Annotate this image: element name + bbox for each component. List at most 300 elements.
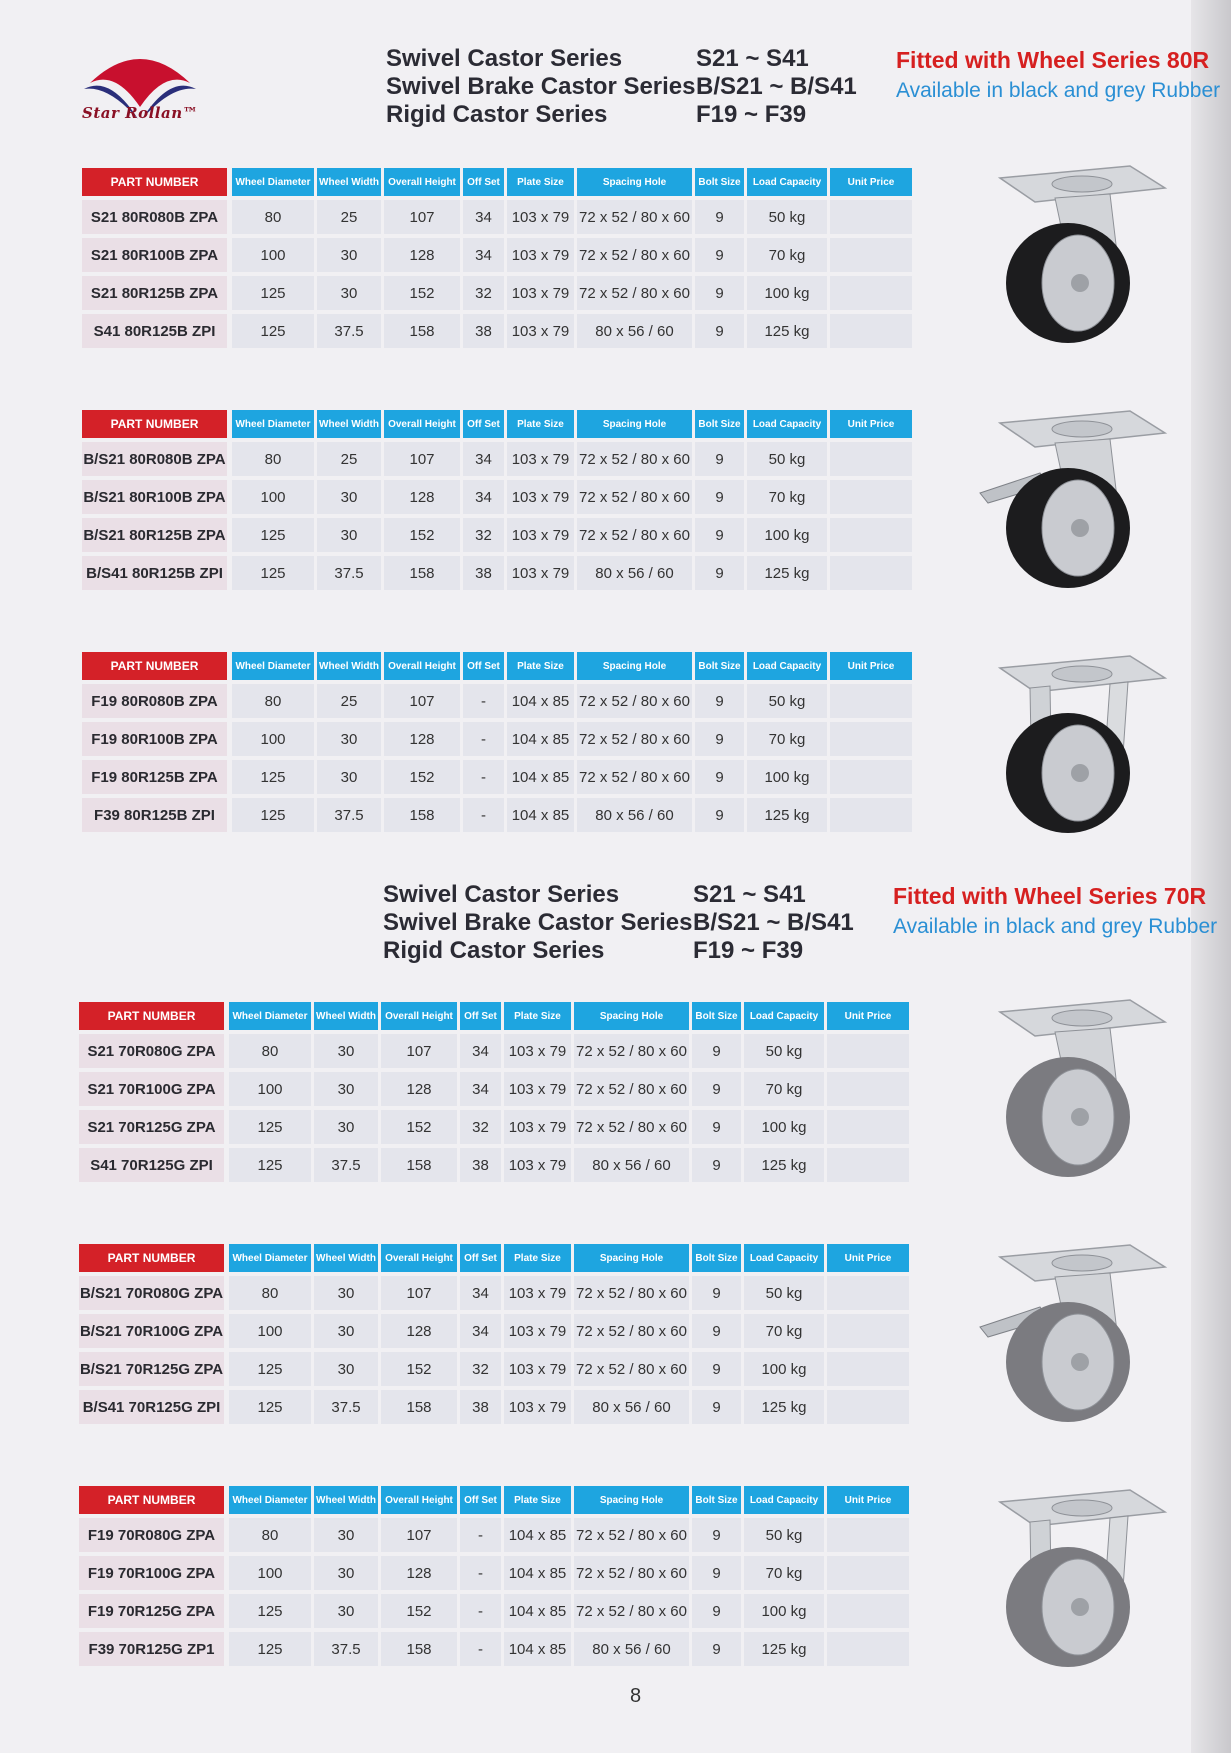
fitted-wheel-series: Fitted with Wheel Series 70R [893,883,1207,909]
overall-height-cell: 152 [381,1110,457,1144]
spacing-hole-cell: 72 x 52 / 80 x 60 [577,684,692,718]
column-header-load-capacity: Load Capacity [747,168,827,196]
wheel-width-cell: 30 [317,760,381,794]
part-number-cell: B/S21 70R100G ZPA [79,1314,224,1348]
series-code: F19 ~ F39 [696,101,807,128]
plate-size-cell: 103 x 79 [504,1352,571,1386]
spacing-hole-cell: 72 x 52 / 80 x 60 [577,276,692,310]
column-header-unit-price: Unit Price [830,410,912,438]
wheel-width-cell: 37.5 [314,1148,378,1182]
wheel-diameter-cell: 100 [232,480,314,514]
unit-price-cell [827,1110,909,1144]
load-capacity-cell: 70 kg [744,1556,824,1590]
part-number-cell: S41 80R125B ZPI [82,314,227,348]
column-header-unit-price: Unit Price [827,1244,909,1272]
plate-size-cell: 104 x 85 [507,798,574,832]
unit-price-cell [827,1632,909,1666]
bolt-size-cell: 9 [692,1314,741,1348]
plate-size-cell: 103 x 79 [504,1110,571,1144]
table-row [79,1314,909,1348]
wheel-diameter-cell: 125 [229,1390,311,1424]
spacing-hole-cell: 72 x 52 / 80 x 60 [574,1352,689,1386]
table-row [82,518,912,552]
wheel-diameter-cell: 125 [229,1594,311,1628]
overall-height-cell: 107 [384,442,460,476]
load-capacity-cell: 100 kg [744,1110,824,1144]
column-header-off-set: Off Set [460,1002,501,1030]
wheel-diameter-cell: 125 [229,1148,311,1182]
load-capacity-cell: 50 kg [744,1276,824,1310]
column-header-overall-height: Overall Height [381,1002,457,1030]
spacing-hole-cell: 72 x 52 / 80 x 60 [577,200,692,234]
column-header-unit-price: Unit Price [827,1486,909,1514]
overall-height-cell: 107 [381,1034,457,1068]
load-capacity-cell: 100 kg [744,1352,824,1386]
plate-size-cell: 104 x 85 [504,1632,571,1666]
load-capacity-cell: 125 kg [747,556,827,590]
wheel-width-cell: 30 [317,480,381,514]
unit-price-cell [830,798,912,832]
column-header-off-set: Off Set [463,652,504,680]
column-header-overall-height: Overall Height [384,410,460,438]
off-set-cell: 32 [460,1352,501,1386]
bolt-size-cell: 9 [692,1148,741,1182]
plate-size-cell: 103 x 79 [507,556,574,590]
page-edge [1191,0,1231,1753]
series-code: B/S21 ~ B/S41 [693,909,854,936]
column-header-off-set: Off Set [460,1244,501,1272]
column-header-spacing-hole: Spacing Hole [577,168,692,196]
plate-size-cell: 103 x 79 [504,1072,571,1106]
plate-size-cell: 103 x 79 [507,480,574,514]
brake-castor-grey-icon [960,1237,1180,1432]
load-capacity-cell: 70 kg [747,722,827,756]
part-number-cell: S21 70R125G ZPA [79,1110,224,1144]
plate-size-cell: 104 x 85 [504,1518,571,1552]
load-capacity-cell: 125 kg [744,1148,824,1182]
spacing-hole-cell: 80 x 56 / 60 [574,1632,689,1666]
wheel-diameter-cell: 80 [232,442,314,476]
table-row [79,1390,909,1424]
wheel-diameter-cell: 100 [229,1314,311,1348]
wheel-width-cell: 30 [314,1314,378,1348]
wheel-width-cell: 30 [314,1072,378,1106]
column-header-wheel-diameter: Wheel Diameter [232,410,314,438]
table-row [79,1276,909,1310]
overall-height-cell: 128 [384,480,460,514]
unit-price-cell [830,518,912,552]
wheel-width-cell: 30 [317,722,381,756]
off-set-cell: 38 [463,556,504,590]
series-name: Swivel Castor Series [386,45,623,72]
spacing-hole-cell: 72 x 52 / 80 x 60 [577,760,692,794]
table-row [79,1556,909,1590]
column-header-bolt-size: Bolt Size [695,410,744,438]
series-header [386,45,1231,145]
off-set-cell: - [460,1594,501,1628]
spacing-hole-cell: 72 x 52 / 80 x 60 [574,1556,689,1590]
column-header-off-set: Off Set [463,410,504,438]
series-code: F19 ~ F39 [693,937,804,964]
load-capacity-cell: 50 kg [747,200,827,234]
table-row [79,1352,909,1386]
wheel-width-cell: 30 [314,1594,378,1628]
wheel-diameter-cell: 125 [232,276,314,310]
series-code: S21 ~ S41 [696,45,809,72]
overall-height-cell: 128 [381,1072,457,1106]
overall-height-cell: 128 [384,238,460,272]
overall-height-cell: 107 [381,1276,457,1310]
off-set-cell: 34 [460,1072,501,1106]
column-header-wheel-width: Wheel Width [314,1002,378,1030]
plate-size-cell: 103 x 79 [504,1314,571,1348]
table-row [82,480,912,514]
load-capacity-cell: 70 kg [744,1072,824,1106]
table-row [79,1072,909,1106]
unit-price-cell [827,1072,909,1106]
table-header-row [82,410,912,438]
spec-table [79,1002,909,1182]
off-set-cell: - [463,722,504,756]
wheel-diameter-cell: 100 [229,1556,311,1590]
bolt-size-cell: 9 [695,480,744,514]
plate-size-cell: 103 x 79 [507,518,574,552]
series-name: Rigid Castor Series [383,937,605,964]
rigid-castor-grey-icon [960,1482,1180,1677]
bolt-size-cell: 9 [695,722,744,756]
wheel-diameter-cell: 125 [232,798,314,832]
unit-price-cell [827,1518,909,1552]
overall-height-cell: 107 [384,684,460,718]
wheel-diameter-cell: 100 [232,722,314,756]
bolt-size-cell: 9 [695,276,744,310]
column-header-plate-size: Plate Size [507,410,574,438]
column-header-plate-size: Plate Size [507,652,574,680]
off-set-cell: 34 [460,1034,501,1068]
table-row [82,556,912,590]
spacing-hole-cell: 72 x 52 / 80 x 60 [574,1072,689,1106]
series-name: Rigid Castor Series [386,101,608,128]
overall-height-cell: 128 [381,1556,457,1590]
bolt-size-cell: 9 [695,556,744,590]
part-number-cell: F19 80R080B ZPA [82,684,227,718]
table-row [82,722,912,756]
column-header-load-capacity: Load Capacity [744,1486,824,1514]
part-number-cell: S21 80R125B ZPA [82,276,227,310]
wheel-diameter-cell: 80 [229,1518,311,1552]
table-row [82,238,912,272]
part-number-cell: B/S21 70R080G ZPA [79,1276,224,1310]
table-row [82,442,912,476]
spacing-hole-cell: 80 x 56 / 60 [577,556,692,590]
bolt-size-cell: 9 [695,684,744,718]
table-row [79,1518,909,1552]
spec-table [82,168,912,348]
load-capacity-cell: 70 kg [747,238,827,272]
part-number-cell: F39 70R125G ZP1 [79,1632,224,1666]
spec-table [82,410,912,590]
load-capacity-cell: 100 kg [747,760,827,794]
bolt-size-cell: 9 [692,1034,741,1068]
overall-height-cell: 128 [384,722,460,756]
overall-height-cell: 158 [384,798,460,832]
plate-size-cell: 104 x 85 [504,1594,571,1628]
off-set-cell: 34 [460,1314,501,1348]
spec-table [79,1244,909,1424]
plate-size-cell: 103 x 79 [504,1034,571,1068]
column-header-spacing-hole: Spacing Hole [577,652,692,680]
wheel-diameter-cell: 125 [229,1632,311,1666]
table-row [82,314,912,348]
table-row [82,798,912,832]
column-header-load-capacity: Load Capacity [747,410,827,438]
plate-size-cell: 103 x 79 [507,276,574,310]
spacing-hole-cell: 80 x 56 / 60 [577,798,692,832]
off-set-cell: - [460,1518,501,1552]
column-header-bolt-size: Bolt Size [695,168,744,196]
wheel-width-cell: 37.5 [317,314,381,348]
swivel-castor-black-icon [960,158,1180,353]
page-number: 8 [630,1685,642,1707]
bolt-size-cell: 9 [692,1072,741,1106]
column-header-spacing-hole: Spacing Hole [574,1244,689,1272]
off-set-cell: - [463,760,504,794]
wheel-width-cell: 37.5 [317,798,381,832]
rigid-castor-black-icon [960,648,1180,843]
overall-height-cell: 152 [381,1594,457,1628]
wheel-width-cell: 30 [314,1352,378,1386]
load-capacity-cell: 125 kg [744,1390,824,1424]
column-header-wheel-width: Wheel Width [317,652,381,680]
available-colors-note: Available in black and grey Rubber [896,79,1221,102]
bolt-size-cell: 9 [692,1556,741,1590]
part-number-cell: S41 70R125G ZPI [79,1148,224,1182]
plate-size-cell: 103 x 79 [504,1390,571,1424]
table-header-row [82,652,912,680]
column-header-spacing-hole: Spacing Hole [577,410,692,438]
bolt-size-cell: 9 [692,1594,741,1628]
column-header-overall-height: Overall Height [381,1244,457,1272]
part-number-cell: B/S21 80R100B ZPA [82,480,227,514]
column-header-wheel-diameter: Wheel Diameter [232,168,314,196]
table-header-row [79,1244,909,1272]
spacing-hole-cell: 80 x 56 / 60 [574,1390,689,1424]
spacing-hole-cell: 72 x 52 / 80 x 60 [574,1594,689,1628]
unit-price-cell [827,1148,909,1182]
overall-height-cell: 158 [384,556,460,590]
column-header-wheel-diameter: Wheel Diameter [229,1002,311,1030]
off-set-cell: 32 [463,518,504,552]
column-header-wheel-diameter: Wheel Diameter [232,652,314,680]
series-name: Swivel Brake Castor Series [383,909,693,936]
load-capacity-cell: 125 kg [747,798,827,832]
overall-height-cell: 158 [381,1632,457,1666]
wheel-width-cell: 30 [314,1034,378,1068]
unit-price-cell [830,684,912,718]
wheel-diameter-cell: 80 [232,684,314,718]
table-row [79,1594,909,1628]
column-header-wheel-width: Wheel Width [314,1244,378,1272]
column-header-plate-size: Plate Size [504,1486,571,1514]
plate-size-cell: 103 x 79 [507,200,574,234]
wheel-width-cell: 30 [314,1556,378,1590]
spacing-hole-cell: 72 x 52 / 80 x 60 [577,722,692,756]
load-capacity-cell: 100 kg [747,276,827,310]
spacing-hole-cell: 80 x 56 / 60 [574,1148,689,1182]
table-row [82,760,912,794]
part-number-cell: F19 80R100B ZPA [82,722,227,756]
wheel-diameter-cell: 125 [232,760,314,794]
column-header-unit-price: Unit Price [830,168,912,196]
column-header-part-number: PART NUMBER [79,1486,224,1514]
wheel-width-cell: 25 [317,442,381,476]
column-header-load-capacity: Load Capacity [747,652,827,680]
overall-height-cell: 152 [384,276,460,310]
unit-price-cell [830,760,912,794]
plate-size-cell: 104 x 85 [507,722,574,756]
overall-height-cell: 107 [381,1518,457,1552]
table-row [82,684,912,718]
column-header-plate-size: Plate Size [507,168,574,196]
table-row [82,200,912,234]
column-header-overall-height: Overall Height [381,1486,457,1514]
off-set-cell: 34 [463,200,504,234]
spec-table [82,652,912,832]
series-header [383,881,1231,981]
spacing-hole-cell: 72 x 52 / 80 x 60 [574,1518,689,1552]
wheel-diameter-cell: 100 [229,1072,311,1106]
wheel-diameter-cell: 125 [232,314,314,348]
column-header-overall-height: Overall Height [384,168,460,196]
bolt-size-cell: 9 [692,1110,741,1144]
load-capacity-cell: 70 kg [747,480,827,514]
unit-price-cell [827,1034,909,1068]
wheel-diameter-cell: 80 [229,1034,311,1068]
overall-height-cell: 158 [381,1390,457,1424]
overall-height-cell: 158 [381,1148,457,1182]
part-number-cell: S21 70R080G ZPA [79,1034,224,1068]
column-header-part-number: PART NUMBER [82,652,227,680]
off-set-cell: - [460,1632,501,1666]
plate-size-cell: 103 x 79 [504,1276,571,1310]
part-number-cell: F19 70R100G ZPA [79,1556,224,1590]
column-header-wheel-width: Wheel Width [317,168,381,196]
unit-price-cell [827,1314,909,1348]
series-name: Swivel Brake Castor Series [386,73,696,100]
part-number-cell: F19 70R125G ZPA [79,1594,224,1628]
column-header-wheel-diameter: Wheel Diameter [229,1244,311,1272]
bolt-size-cell: 9 [695,518,744,552]
unit-price-cell [830,238,912,272]
brand-name: Star Rollan™ [82,104,199,122]
load-capacity-cell: 125 kg [744,1632,824,1666]
column-header-load-capacity: Load Capacity [744,1244,824,1272]
unit-price-cell [830,200,912,234]
column-header-off-set: Off Set [463,168,504,196]
fitted-wheel-series: Fitted with Wheel Series 80R [896,47,1210,73]
spacing-hole-cell: 72 x 52 / 80 x 60 [574,1034,689,1068]
bolt-size-cell: 9 [692,1518,741,1552]
part-number-cell: B/S41 80R125B ZPI [82,556,227,590]
load-capacity-cell: 100 kg [747,518,827,552]
wheel-width-cell: 37.5 [314,1390,378,1424]
load-capacity-cell: 125 kg [747,314,827,348]
spacing-hole-cell: 72 x 52 / 80 x 60 [574,1314,689,1348]
load-capacity-cell: 50 kg [744,1518,824,1552]
unit-price-cell [830,314,912,348]
plate-size-cell: 103 x 79 [507,442,574,476]
wheel-diameter-cell: 125 [232,556,314,590]
unit-price-cell [830,480,912,514]
spacing-hole-cell: 72 x 52 / 80 x 60 [574,1276,689,1310]
off-set-cell: 38 [463,314,504,348]
table-header-row [79,1486,909,1514]
column-header-part-number: PART NUMBER [82,168,227,196]
load-capacity-cell: 50 kg [747,684,827,718]
unit-price-cell [830,276,912,310]
column-header-part-number: PART NUMBER [82,410,227,438]
wheel-diameter-cell: 80 [232,200,314,234]
off-set-cell: - [460,1556,501,1590]
off-set-cell: 38 [460,1390,501,1424]
unit-price-cell [827,1594,909,1628]
bolt-size-cell: 9 [695,200,744,234]
spacing-hole-cell: 80 x 56 / 60 [577,314,692,348]
column-header-bolt-size: Bolt Size [692,1244,741,1272]
bolt-size-cell: 9 [695,442,744,476]
overall-height-cell: 152 [384,518,460,552]
wheel-width-cell: 30 [317,238,381,272]
off-set-cell: 34 [463,238,504,272]
unit-price-cell [827,1276,909,1310]
column-header-unit-price: Unit Price [830,652,912,680]
part-number-cell: S21 70R100G ZPA [79,1072,224,1106]
load-capacity-cell: 50 kg [747,442,827,476]
wheel-diameter-cell: 100 [232,238,314,272]
part-number-cell: B/S21 80R125B ZPA [82,518,227,552]
wheel-width-cell: 25 [317,684,381,718]
unit-price-cell [827,1352,909,1386]
bolt-size-cell: 9 [692,1276,741,1310]
unit-price-cell [827,1390,909,1424]
table-row [82,276,912,310]
unit-price-cell [827,1556,909,1590]
overall-height-cell: 107 [384,200,460,234]
wheel-width-cell: 37.5 [314,1632,378,1666]
part-number-cell: F39 80R125B ZPI [82,798,227,832]
wheel-width-cell: 30 [314,1276,378,1310]
spacing-hole-cell: 72 x 52 / 80 x 60 [577,480,692,514]
wheel-diameter-cell: 125 [232,518,314,552]
off-set-cell: 34 [460,1276,501,1310]
brake-castor-black-icon [960,403,1180,598]
unit-price-cell [830,722,912,756]
load-capacity-cell: 50 kg [744,1034,824,1068]
bolt-size-cell: 9 [695,238,744,272]
column-header-wheel-diameter: Wheel Diameter [229,1486,311,1514]
part-number-cell: B/S21 80R080B ZPA [82,442,227,476]
off-set-cell: - [463,798,504,832]
column-header-bolt-size: Bolt Size [692,1002,741,1030]
overall-height-cell: 152 [384,760,460,794]
bolt-size-cell: 9 [695,798,744,832]
part-number-cell: S21 80R100B ZPA [82,238,227,272]
off-set-cell: 32 [463,276,504,310]
plate-size-cell: 103 x 79 [507,238,574,272]
plate-size-cell: 104 x 85 [507,684,574,718]
spacing-hole-cell: 72 x 52 / 80 x 60 [574,1110,689,1144]
overall-height-cell: 158 [384,314,460,348]
